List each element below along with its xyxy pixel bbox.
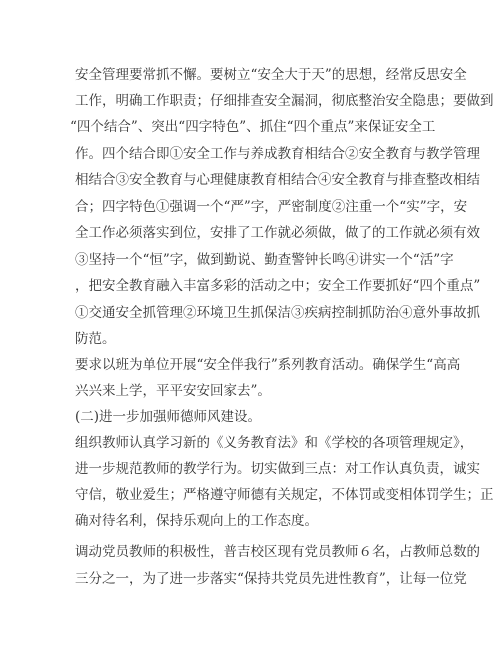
text-line: ③坚持一个“恒”字，做到勤说、勤查警钟长鸣④讲实一个“活”字 <box>75 252 454 268</box>
text-line: 三分之一，为了进一步落实“保持共党员先进性教育”，让每一位党 <box>75 571 467 587</box>
text-line: ，把安全教育融入丰富多彩的活动之中；安全工作要抓好“四个重点” <box>75 278 481 294</box>
text-line: 相结合③安全教育与心理健康教育相结合④安全教育与排查整改相结 <box>75 172 480 188</box>
text-line: 兴兴来上学，平平安安回家去”。 <box>75 383 271 399</box>
text-line: 确对待名利，保持乐观向上的工作态度。 <box>75 513 318 529</box>
text-line: 进一步规范教师的教学行为。切实做到三点：对工作认真负责，诚实 <box>75 461 480 477</box>
text-line: 全工作必须落实到位，安排了工作就必须做，做了的工作就必须有效 <box>75 225 480 241</box>
text-line: “四个结合”、突出“四字特色”、抓住“四个重点”来保证安全工 <box>70 119 436 135</box>
text-line: 要求以班为单位开展“安全伴我行”系列教育活动。确保学生“高高 <box>75 357 461 373</box>
text-line: ①交通安全抓管理②环境卫生抓保洁③疾病控制抓防治④意外事故抓 <box>75 305 480 321</box>
text-line: 守信，敬业爱生；严格遵守师德有关规定，不体罚或变相体罚学生；正 <box>75 487 494 503</box>
text-line: 合；四字特色①强调一个“严”字，严密制度②注重一个“实”字，安 <box>75 199 468 215</box>
text-line: 安全管理要常抓不懈。要树立“安全大于天”的思想，经常反思安全 <box>75 67 467 83</box>
section-heading: (二)进一步加强师德师风建设。 <box>75 409 262 425</box>
text-line: 调动党员教师的积极性，普吉校区现有党员教师６名，占教师总数的 <box>75 544 480 560</box>
text-line: 防范。 <box>75 331 116 347</box>
text-line: 组织教师认真学习新的《义务教育法》和《学校的各项管理规定》， <box>75 435 474 451</box>
text-line: 工作，明确工作职责；仔细排查安全漏洞，彻底整治安全隐患；要做到 <box>75 93 494 109</box>
text-line: 作。四个结合即①安全工作与养成教育相结合②安全教育与教学管理 <box>75 146 480 162</box>
